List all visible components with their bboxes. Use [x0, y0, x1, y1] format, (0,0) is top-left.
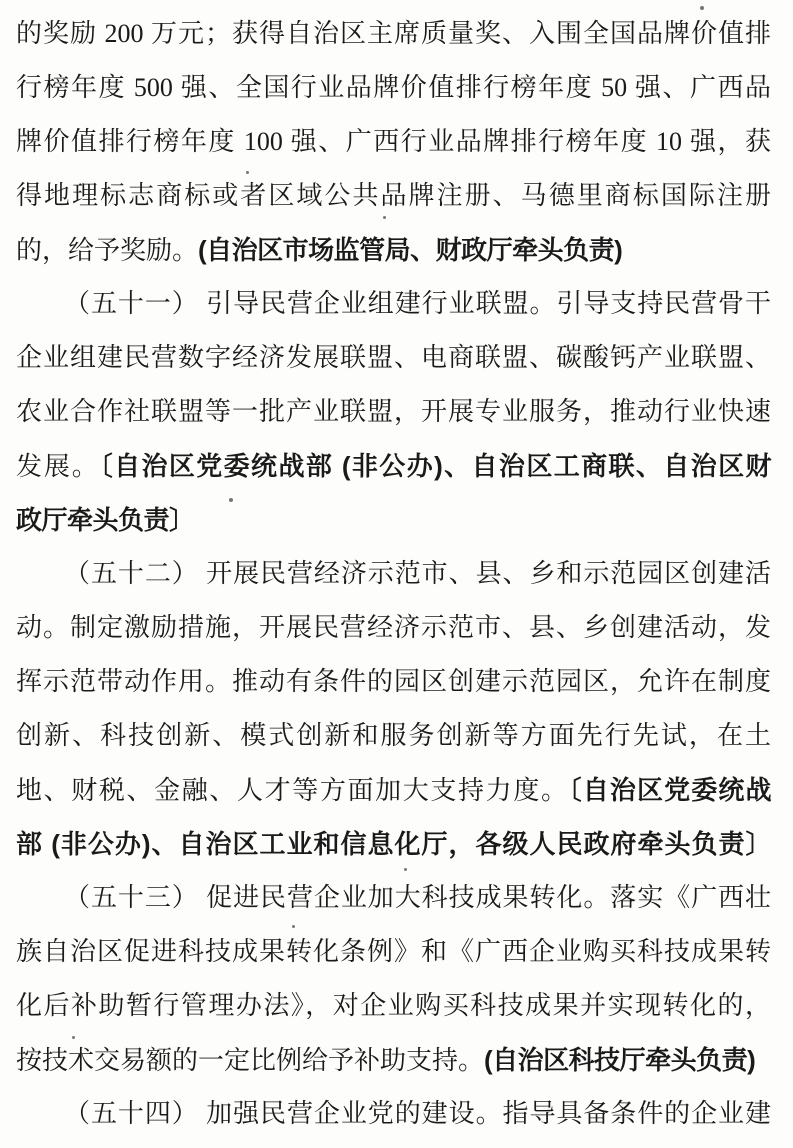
- responsible-department-bold-text: 部 (非公办)、自治区工业和信息化厅，各级人民政府牵头负责〕: [16, 829, 771, 859]
- body-text: 化后补助暂行管理办法》，对企业购买科技成果并实现转化的，: [16, 991, 771, 1020]
- body-text: 牌价值排行榜年度 100 强、广西行业品牌排行榜年度 10 强，获: [16, 127, 771, 156]
- body-text: （五十一） 引导民营企业组建行业联盟。引导支持民营骨干: [64, 289, 771, 318]
- body-text: 发展。: [16, 452, 100, 481]
- text-line: [16, 61, 771, 115]
- body-text: （五十三） 促进民营企业加大科技成果转化。落实《广西壮: [64, 883, 771, 912]
- text-line: [16, 277, 771, 331]
- responsible-department-bold-text: 政厅牵头负责〕: [16, 505, 195, 535]
- text-line: [16, 169, 771, 223]
- scan-speck: [246, 171, 249, 174]
- body-text: 企业组建民营数字经济发展联盟、电商联盟、碳酸钙产业联盟、: [16, 343, 771, 372]
- text-line: [16, 871, 771, 925]
- responsible-department-bold-text: 〔自治区党委统战部 (非公办)、自治区工商联、自治区财: [99, 451, 771, 481]
- text-line: [16, 655, 771, 709]
- text-line: [16, 223, 771, 277]
- body-text: 按技术交易额的一定比例给予补助支持。: [16, 1046, 485, 1075]
- text-line: [16, 115, 771, 169]
- text-lines: [16, 7, 771, 1141]
- body-text: 行榜年度 500 强、全国行业品牌价值排行榜年度 50 强、广西品: [16, 73, 771, 102]
- text-line: [16, 817, 771, 871]
- body-text: 的，给予奖励。: [16, 236, 199, 265]
- body-text: 创新、科技创新、模式创新和服务创新等方面先行先试，在土: [16, 721, 771, 750]
- scan-speck: [229, 498, 233, 502]
- body-text: （五十四） 加强民营企业党的建设。指导具备条件的企业建: [64, 1099, 771, 1128]
- text-line: [16, 709, 771, 763]
- text-line: [16, 1087, 771, 1141]
- text-line: [16, 331, 771, 385]
- body-text: 农业合作社联盟等一批产业联盟，开展专业服务，推动行业快速: [16, 397, 771, 426]
- scan-speck: [383, 216, 386, 219]
- body-text: 地、财税、金融、人才等方面加大支持力度。: [16, 776, 569, 805]
- body-text: 动。制定激励措施，开展民营经济示范市、县、乡创建活动，发: [16, 613, 771, 642]
- body-text: 族自治区促进科技成果转化条例》和《广西企业购买科技成果转: [16, 937, 771, 966]
- scan-speck: [404, 868, 407, 871]
- responsible-department-bold-text: (自治区市场监管局、财政厅牵头负责): [198, 235, 623, 265]
- text-line: [16, 601, 771, 655]
- body-text: 得地理标志商标或者区域公共品牌注册、马德里商标国际注册: [16, 181, 771, 210]
- text-line: [16, 1033, 771, 1087]
- scan-speck: [700, 6, 704, 10]
- text-line: [16, 925, 771, 979]
- scan-speck: [72, 1036, 75, 1039]
- text-line: [16, 439, 771, 493]
- body-text: （五十二） 开展民营经济示范市、县、乡和示范园区创建活: [64, 559, 771, 588]
- scan-speck: [292, 925, 295, 928]
- text-line: [16, 979, 771, 1033]
- text-line: [16, 493, 771, 547]
- body-text: 挥示范带动作用。推动有条件的园区创建示范园区，允许在制度: [16, 667, 771, 696]
- text-line: [16, 763, 771, 817]
- responsible-department-bold-text: 〔自治区党委统战: [568, 775, 771, 805]
- body-text: 的奖励 200 万元；获得自治区主席质量奖、入围全国品牌价值排: [16, 19, 771, 48]
- text-line: [16, 7, 771, 61]
- responsible-department-bold-text: (自治区科技厅牵头负责): [484, 1045, 756, 1075]
- text-line: [16, 385, 771, 439]
- text-line: [16, 547, 771, 601]
